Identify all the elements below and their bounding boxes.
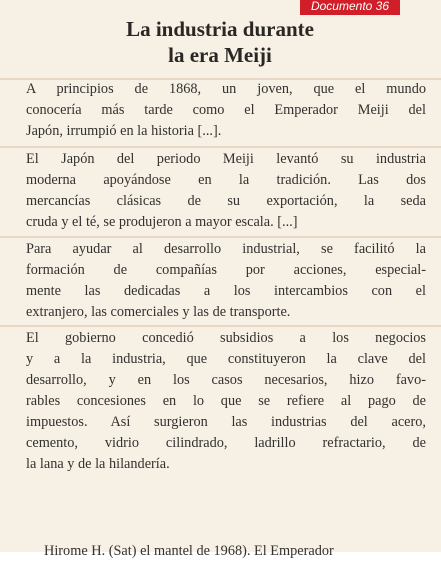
separator [0,236,441,238]
paragraph-line: mente las dedicadas a los intercambios con el [26,283,426,299]
paragraph-line: moderna apoyándose en la tradición. Las dos [26,172,426,188]
paragraph-line: extranjero, las comerciales y las de transporte. [26,304,291,320]
paragraph-line: El Japón del periodo Meiji levantó su industria [26,151,426,167]
cut-off-line: Hirome H. (Sat) el mantel de 1968). El Emperador [44,543,334,559]
document-badge: Documento 36 [300,0,400,15]
paragraph-line: cemento, vidrio cilindrado, ladrillo refractario, de [26,435,426,451]
paragraph-4 [26,328,426,475]
paragraph-line: y a la industria, que constituyeron la clave del [26,351,426,367]
paragraph-line: conocería más tarde como el Emperador Meiji del [26,102,426,118]
paragraph-line: formación de compañías por acciones, especial- [26,262,426,278]
paragraph-line: A principios de 1868, un joven, que el mundo [26,81,426,97]
title-line-1: La industria durante [126,17,314,41]
separator [0,146,441,148]
paragraph-line: Japón, irrumpió en la historia [...]. [26,123,222,139]
paragraph-line: impuestos. Así surgieron las industrias del acero, [26,414,426,430]
document-title [40,16,400,68]
paragraph-1 [26,79,426,142]
paragraph-2 [26,149,426,233]
paragraph-line: cruda y el té, se produjeron a mayor escala. [...] [26,214,298,230]
paragraph-line: Para ayudar al desarrollo industrial, se facilitó la [26,241,426,257]
title-line-2: la era Meiji [168,43,272,67]
paragraph-line: desarrollo, y en los casos necesarios, hizo favo- [26,372,426,388]
paragraph-line: rables concesiones en lo que se refiere al pago de [26,393,426,409]
paragraph-line: El gobierno concedió subsidios a los negocios [26,330,426,346]
separator [0,325,441,327]
paragraph-line: mercancías clásicas de su exportación, la seda [26,193,426,209]
paragraph-line: la lana y de la hilandería. [26,456,170,472]
paragraph-3 [26,239,426,323]
